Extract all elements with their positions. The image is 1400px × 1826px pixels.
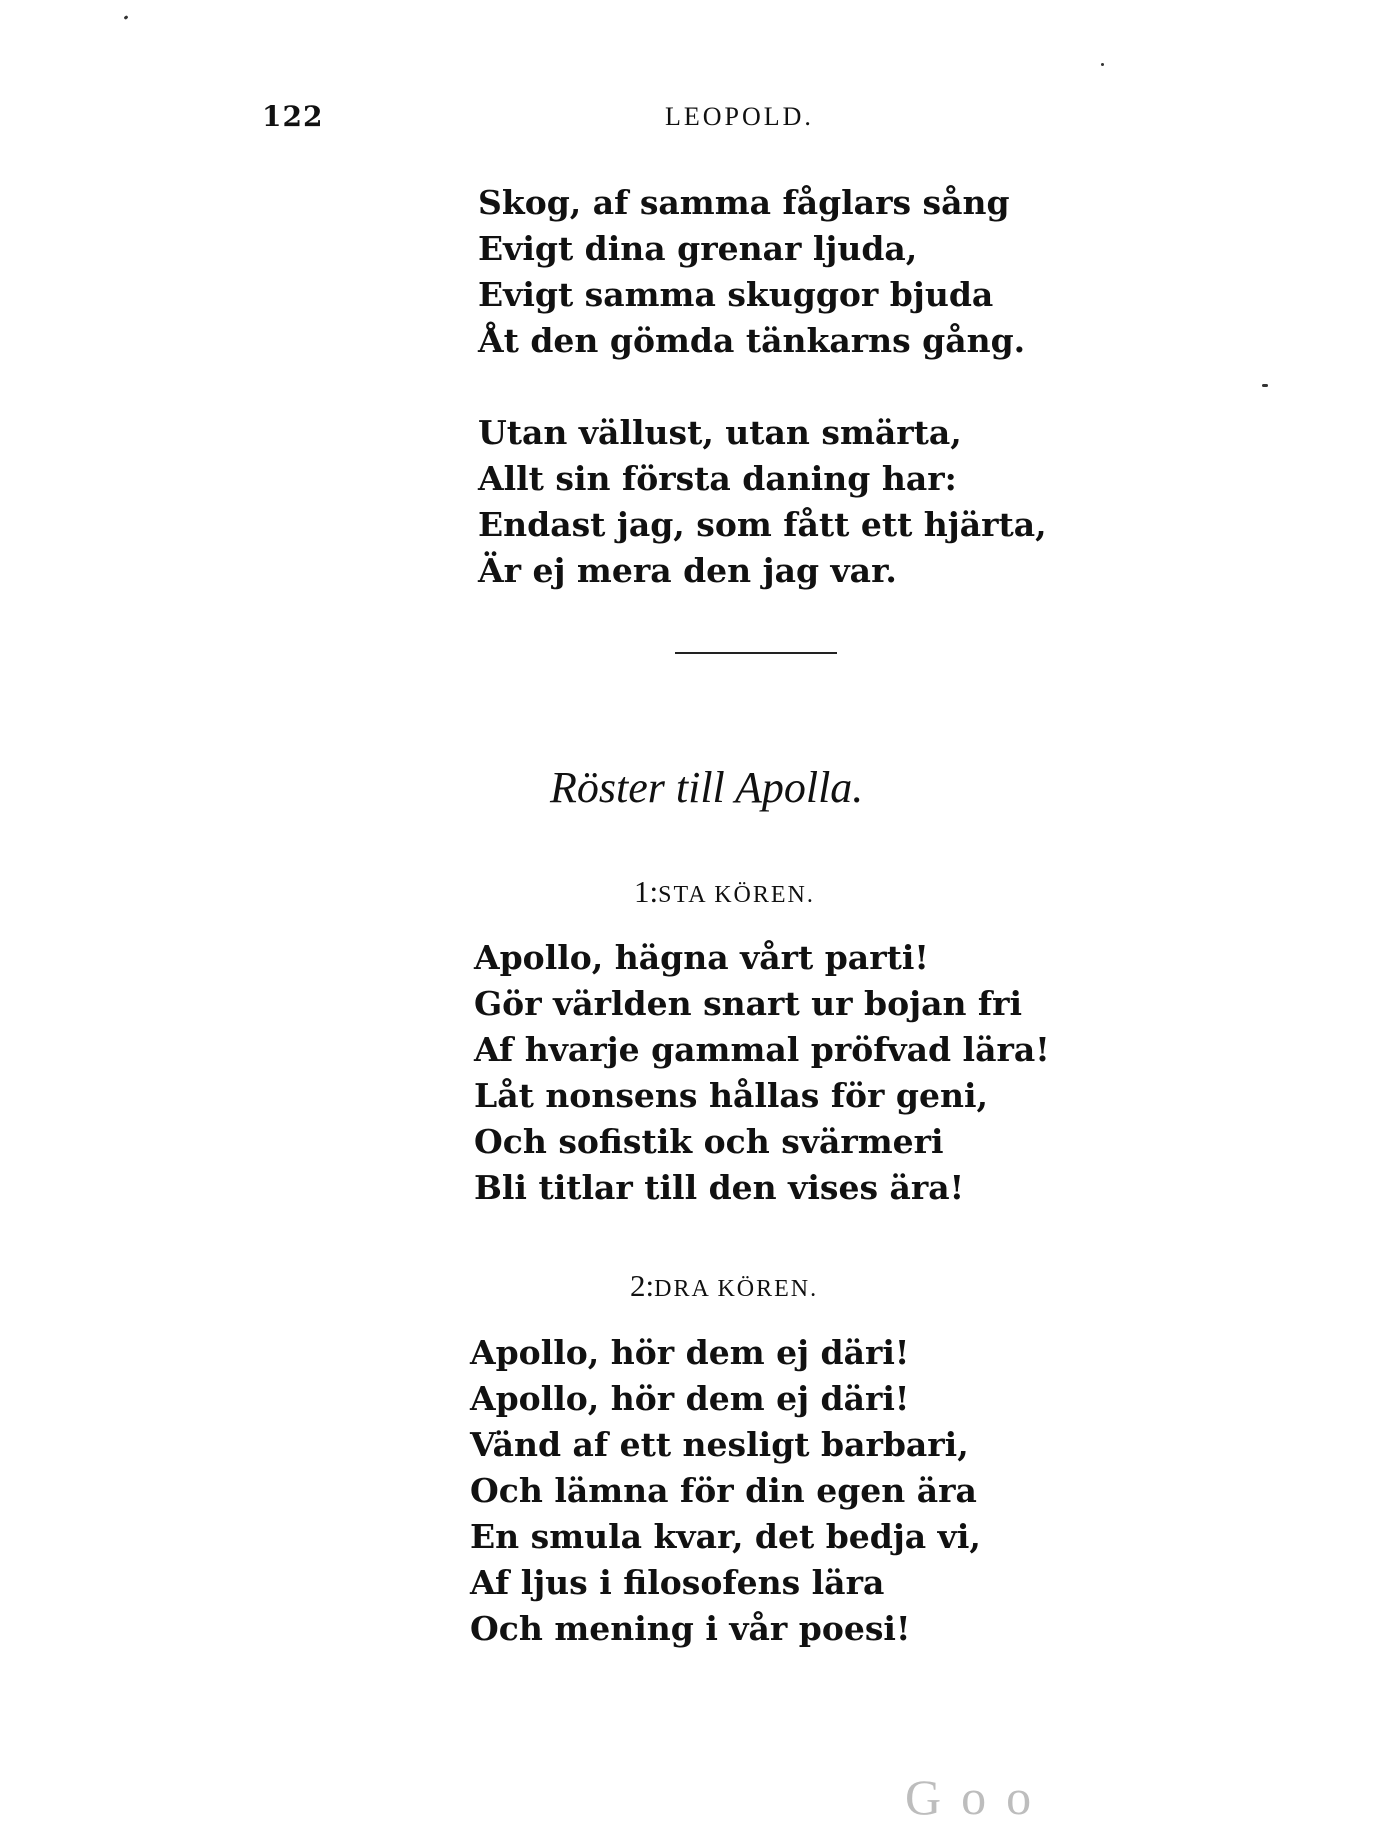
- verse-line: Evigt samma skuggor bjuda: [478, 275, 994, 314]
- ink-speck: [1262, 384, 1268, 387]
- verse-line: Är ej mera den jag var.: [478, 551, 897, 590]
- stanza: [478, 180, 1025, 364]
- ink-speck: [1101, 63, 1104, 66]
- verse-line: Gör världen snart ur bojan fri: [474, 984, 1023, 1023]
- verse-line: Apollo, hägna vårt parti!: [474, 938, 929, 977]
- chorus-heading: [630, 1268, 818, 1304]
- verse-line: Utan vällust, utan smärta,: [478, 413, 962, 452]
- chorus-stanza: [470, 1330, 981, 1652]
- verse-line: Bli titlar till den vises ära!: [474, 1168, 965, 1207]
- verse-line: Allt sin första daning har:: [478, 459, 957, 498]
- chorus-heading-number: 2:: [630, 1268, 655, 1303]
- verse-line: Af hvarje gammal pröfvad lära!: [474, 1030, 1050, 1069]
- verse-line: Skog, af samma fåglars sång: [478, 183, 1010, 222]
- scan-watermark: Goo: [905, 1769, 1052, 1825]
- stanza: [478, 410, 1047, 594]
- verse-line: Åt den gömda tänkarns gång.: [478, 321, 1026, 360]
- verse-line: En smula kvar, det bedja vi,: [470, 1517, 981, 1556]
- chorus-stanza: [474, 935, 1050, 1211]
- page-number: 122: [262, 100, 324, 133]
- section-divider: [675, 652, 837, 654]
- verse-line: Evigt dina grenar ljuda,: [478, 229, 918, 268]
- chorus-heading-text: STA KÖREN.: [658, 882, 815, 908]
- verse-line: Låt nonsens hållas för geni,: [474, 1076, 989, 1115]
- verse-line: Endast jag, som fått ett hjärta,: [478, 505, 1047, 544]
- verse-line: Apollo, hör dem ej däri!: [470, 1333, 910, 1372]
- verse-line: Af ljus i filosofens lära: [470, 1563, 885, 1602]
- verse-line: Apollo, hör dem ej däri!: [470, 1379, 910, 1418]
- chorus-heading-text: DRA KÖREN.: [654, 1276, 819, 1302]
- verse-line: Och mening i vår poesi!: [470, 1609, 911, 1648]
- chorus-heading: [634, 874, 815, 910]
- ink-speck: [124, 15, 129, 20]
- verse-line: Vänd af ett nesligt barbari,: [470, 1425, 969, 1464]
- verse-line: Och lämna för din egen ära: [470, 1471, 977, 1510]
- poem-title: Röster till Apolla.: [550, 763, 864, 812]
- running-head: LEOPOLD.: [665, 102, 814, 131]
- chorus-heading-number: 1:: [634, 874, 659, 909]
- verse-line: Och sofistik och svärmeri: [474, 1122, 944, 1161]
